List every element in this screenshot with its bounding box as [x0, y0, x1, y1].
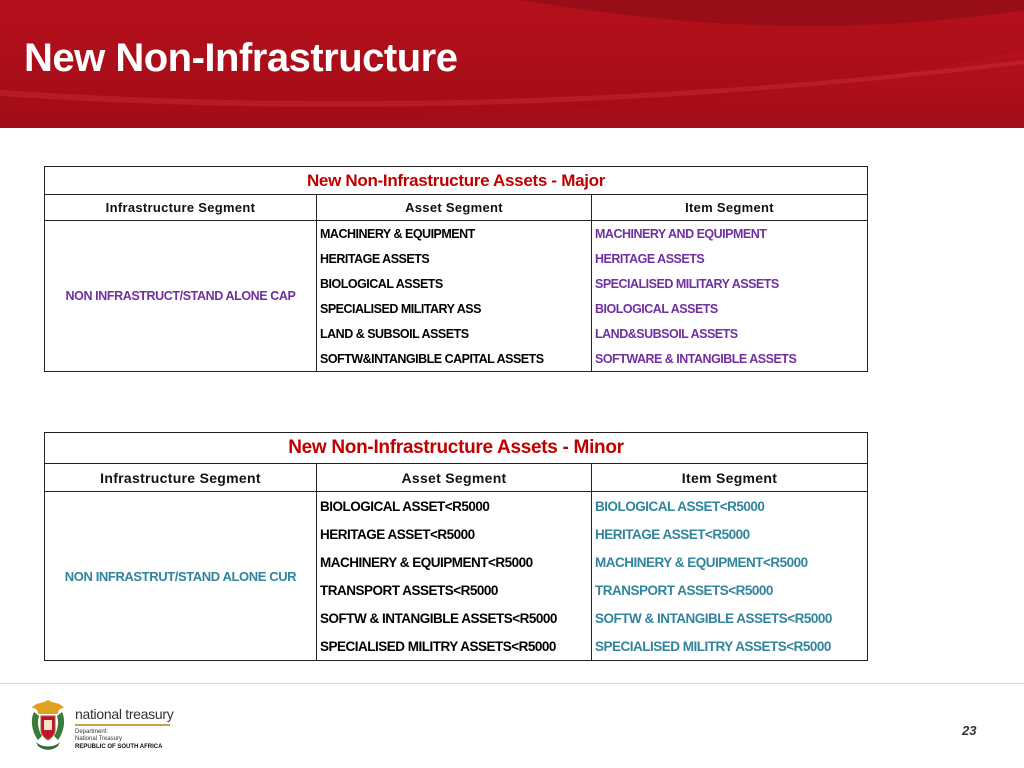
logo-line-3: REPUBLIC OF SOUTH AFRICA [75, 744, 163, 750]
item-cell: MACHINERY AND EQUIPMENT [592, 221, 868, 247]
table-title: New Non-Infrastructure Assets - Major [45, 167, 868, 195]
title-banner [0, 0, 1024, 128]
major-assets-table [44, 166, 868, 372]
asset-cell: BIOLOGICAL ASSETS [317, 271, 592, 296]
footer-divider [0, 683, 1024, 684]
coat-of-arms-icon [28, 698, 68, 752]
logo-line-2: National Treasury [75, 736, 123, 742]
item-cell: SPECIALISED MILITRY ASSETS<R5000 [592, 632, 868, 661]
item-cell: SPECIALISED MILITARY ASSETS [592, 271, 868, 296]
table-row [45, 492, 868, 521]
asset-cell: SPECIALISED MILITRY ASSETS<R5000 [317, 632, 592, 661]
asset-cell: HERITAGE ASSET<R5000 [317, 520, 592, 548]
page-title: New Non-Infrastructure [24, 36, 458, 80]
infrastructure-segment-cell: NON INFRASTRUT/STAND ALONE CUR [45, 492, 317, 661]
column-header-asset: Asset Segment [317, 464, 592, 492]
item-cell: LAND&SUBSOIL ASSETS [592, 321, 868, 346]
asset-cell: LAND & SUBSOIL ASSETS [317, 321, 592, 346]
asset-cell: SOFTW & INTANGIBLE ASSETS<R5000 [317, 604, 592, 632]
asset-cell: MACHINERY & EQUIPMENT<R5000 [317, 548, 592, 576]
item-cell: BIOLOGICAL ASSET<R5000 [592, 492, 868, 521]
asset-cell: TRANSPORT ASSETS<R5000 [317, 576, 592, 604]
minor-assets-table [44, 432, 868, 661]
item-cell: BIOLOGICAL ASSETS [592, 296, 868, 321]
logo-line-1: Department: [75, 729, 109, 735]
item-cell: MACHINERY & EQUIPMENT<R5000 [592, 548, 868, 576]
asset-cell: SPECIALISED MILITARY ASS [317, 296, 592, 321]
item-cell: HERITAGE ASSETS [592, 246, 868, 271]
column-header-infrastructure: Infrastructure Segment [45, 464, 317, 492]
column-header-item: Item Segment [592, 464, 868, 492]
column-header-asset: Asset Segment [317, 195, 592, 221]
column-header-item: Item Segment [592, 195, 868, 221]
asset-cell: BIOLOGICAL ASSET<R5000 [317, 492, 592, 521]
page-number: 23 [962, 723, 977, 738]
item-cell: SOFTWARE & INTANGIBLE ASSETS [592, 346, 868, 372]
asset-cell: MACHINERY & EQUIPMENT [317, 221, 592, 247]
item-cell: SOFTW & INTANGIBLE ASSETS<R5000 [592, 604, 868, 632]
table-row [45, 221, 868, 247]
national-treasury-logo [75, 706, 173, 751]
item-cell: TRANSPORT ASSETS<R5000 [592, 576, 868, 604]
logo-name: national treasury [75, 706, 174, 722]
infrastructure-segment-cell: NON INFRASTRUCT/STAND ALONE CAP [45, 221, 317, 372]
item-cell: HERITAGE ASSET<R5000 [592, 520, 868, 548]
table-title: New Non-Infrastructure Assets - Minor [45, 433, 868, 464]
logo-underline [75, 724, 170, 726]
asset-cell: SOFTW&INTANGIBLE CAPITAL ASSETS [317, 346, 592, 372]
asset-cell: HERITAGE ASSETS [317, 246, 592, 271]
column-header-infrastructure: Infrastructure Segment [45, 195, 317, 221]
